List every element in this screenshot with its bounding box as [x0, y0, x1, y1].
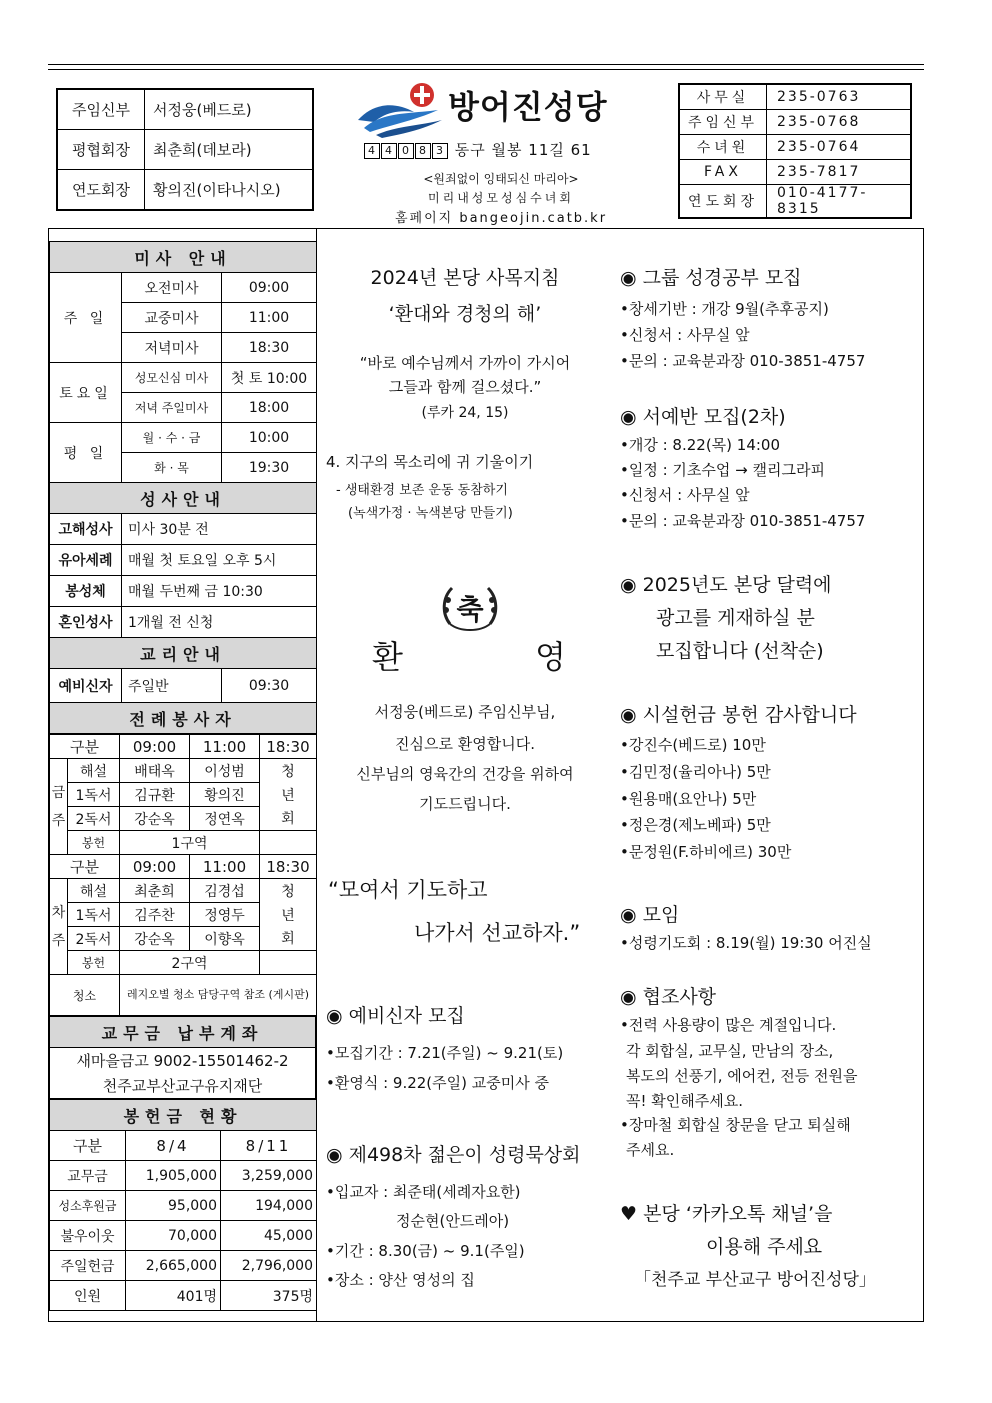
offering-amount: 401명: [126, 1281, 221, 1311]
weekday-label: 평 일: [50, 423, 122, 483]
doctrine-time: 09:30: [222, 669, 317, 703]
wave-cross-logo-icon: [356, 80, 448, 140]
calendar-ad: 광고를 게재하실 분: [656, 607, 815, 629]
next-week-label: [50, 879, 68, 975]
welcome-text: 신부님의 영육간의 건강을 위하여: [356, 765, 574, 783]
server-role: 봉헌: [68, 951, 120, 975]
sidebar-table: [49, 241, 317, 734]
account-table: [49, 1016, 316, 1099]
account-title: 교무금 납부계좌: [50, 1017, 316, 1048]
welcome-text: 기도드립니다.: [419, 795, 511, 813]
bible-item: •문의 : 교육분과장 010-3851-4757: [620, 352, 866, 370]
catechumen-title: ◉ 예비신자 모집: [326, 1005, 465, 1027]
youth-char: 년: [260, 903, 317, 927]
mass-time: 19:30: [222, 453, 317, 483]
servers-header: 구분: [50, 735, 120, 759]
address: [364, 139, 592, 160]
server-role: 1독서: [68, 783, 120, 807]
phone-row: 수녀원 235-0764: [679, 135, 911, 160]
retreat-item: 정순현(안드레아): [396, 1212, 510, 1230]
this-week-label: [50, 759, 68, 855]
point-sub: (녹색가정 · 녹색본당 만들기): [348, 506, 513, 521]
donation-item: •김민정(율리아나) 5만: [620, 763, 771, 781]
parish-name: 방어진성당: [448, 88, 608, 126]
zip-digit: 3: [432, 143, 448, 159]
server-name: 김주찬: [120, 903, 190, 927]
label-char: 주: [51, 932, 66, 949]
calendar-ad: 모집합니다 (선착순): [656, 640, 824, 662]
doctrine-name: 예비신자: [50, 669, 122, 703]
calligraphy-title: ◉ 서예반 모집(2차): [620, 406, 786, 428]
sidebar: [49, 241, 316, 1311]
offering-amount: 70,000: [126, 1221, 221, 1251]
welcome-char: 환: [372, 638, 403, 676]
policy-theme: ‘환대와 경청의 해’: [388, 303, 542, 325]
offering-amount: 194,000: [221, 1191, 317, 1221]
youth-char: 회: [260, 927, 317, 951]
label-char: 차: [51, 904, 66, 921]
server-name: 정영두: [190, 903, 260, 927]
sacrament-title: 성사안내: [50, 483, 317, 514]
server-name: 김규환: [120, 783, 190, 807]
servers-header: 11:00: [190, 735, 260, 759]
server-name: 이성범: [190, 759, 260, 783]
account-number: 새마을금고 9002-15501462-2: [50, 1048, 316, 1074]
retreat-item: •기간 : 8.30(금) ~ 9.1(주일): [326, 1242, 525, 1260]
doctrine-value: 주일반: [122, 669, 222, 703]
meeting-item: •성령기도회 : 8.19(월) 19:30 어진실: [620, 934, 872, 952]
label-char: 금: [51, 784, 66, 801]
sacrament-name: 고해성사: [50, 514, 122, 545]
offering-group: 2구역: [120, 951, 260, 975]
phone-row: 연도회장 010-4177-8315: [679, 185, 911, 219]
sacrament-value: 미사 30분 전: [122, 514, 317, 545]
youth-char: 년: [260, 783, 317, 807]
offering-title: 봉헌금 현황: [50, 1100, 317, 1131]
offering-amount: 2,665,000: [126, 1251, 221, 1281]
mass-name: 화 · 목: [122, 453, 222, 483]
offering-name: 주일헌금: [50, 1251, 126, 1281]
staff-row: 주임신부 서정웅(베드로): [57, 89, 313, 130]
mass-name: 월 · 수 · 금: [122, 423, 222, 453]
offering-name: 교무금: [50, 1161, 126, 1191]
offering-amount: 1,905,000: [126, 1161, 221, 1191]
donation-item: •정은경(제노베파) 5만: [620, 816, 771, 834]
cooperation-item: •전력 사용량이 많은 계절입니다.: [620, 1016, 837, 1034]
servers-header: 09:00: [120, 855, 190, 879]
sacrament-value: 매월 첫 토요일 오후 5시: [122, 545, 317, 576]
mass-name: 저녁 주일미사: [122, 393, 222, 423]
servers-header: 구분: [50, 855, 120, 879]
mass-time: 18:00: [222, 393, 317, 423]
address-text: 동구 월봉 11길 61: [454, 141, 592, 159]
server-name: 강순옥: [120, 807, 190, 831]
server-name: 강순옥: [120, 927, 190, 951]
phone-row: FAX 235-7817: [679, 160, 911, 185]
sacrament-name: 봉성체: [50, 576, 122, 607]
staff-table: [56, 88, 314, 211]
mass-name: 성모신심 미사: [122, 363, 222, 393]
bible-item: •창세기반 : 개강 9월(추후공지): [620, 300, 829, 318]
cooperation-item: 주세요.: [626, 1141, 675, 1159]
sunday-label: 주 일: [50, 273, 122, 363]
mass-time: 18:30: [222, 333, 317, 363]
mass-name: 교중미사: [122, 303, 222, 333]
phone-table: [678, 83, 912, 219]
servers-header: 18:30: [260, 735, 317, 759]
mass-time: 09:00: [222, 273, 317, 303]
zip-digit: 4: [381, 143, 397, 159]
kakao-notice: ♥ 본당 ‘카카오톡 채널’을: [620, 1203, 833, 1225]
youth-char: 청: [260, 879, 317, 903]
zip-digit: 8: [415, 143, 431, 159]
server-role: 2독서: [68, 927, 120, 951]
calligraphy-item: •문의 : 교육분과장 010-3851-4757: [620, 512, 866, 530]
phone-row: 사무실 235-0763: [679, 84, 911, 110]
account-holder: 천주교부산교구유지재단: [50, 1073, 316, 1099]
calligraphy-item: •일정 : 기초수업 → 캘리그라피: [620, 461, 825, 479]
mass-time: 11:00: [222, 303, 317, 333]
point-title: 4. 지구의 목소리에 귀 기울이기: [326, 453, 534, 471]
server-role: 해설: [68, 759, 120, 783]
cooperation-title: ◉ 협조사항: [620, 986, 717, 1008]
top-rule: [48, 64, 924, 70]
server-name: 최춘희: [120, 879, 190, 903]
mass-name: 오전미사: [122, 273, 222, 303]
welcome-text: 서정웅(베드로) 주임신부님,: [374, 703, 556, 721]
mass-title: 미사 안내: [50, 242, 317, 273]
server-name: 황의진: [190, 783, 260, 807]
slogan-line: “모여서 기도하고: [328, 878, 488, 902]
server-role: 해설: [68, 879, 120, 903]
welcome-text: 진심으로 환영합니다.: [395, 735, 535, 753]
youth-char: 회: [260, 807, 317, 831]
policy-title: 2024년 본당 사목지침: [370, 267, 560, 289]
donation-item: •원용매(요안나) 5만: [620, 790, 757, 808]
motto-order: 미리내성모성심수녀회: [428, 191, 574, 205]
server-role: 봉헌: [68, 831, 120, 855]
retreat-title: ◉ 제498차 젊은이 성령묵상회: [326, 1144, 581, 1166]
server-name: 정연옥: [190, 807, 260, 831]
celebrate-char: 축: [456, 593, 484, 626]
donation-item: •강진수(베드로) 10만: [620, 736, 766, 754]
calendar-ad: ◉ 2025년도 본당 달력에: [620, 574, 832, 596]
slogan-line: 나가서 선교하자.”: [414, 921, 581, 945]
sacrament-name: 혼인성사: [50, 607, 122, 638]
calligraphy-item: •신청서 : 사무실 앞: [620, 486, 750, 504]
kakao-channel-name: 「천주교 부산교구 방어진성당」: [634, 1270, 876, 1290]
server-role: 1독서: [68, 903, 120, 927]
mass-time: 10:00: [222, 423, 317, 453]
mass-time: 첫 토 10:00: [222, 363, 317, 393]
saturday-label: 토요일: [50, 363, 122, 423]
servers-table: [49, 734, 317, 1016]
bible-item: •신청서 : 사무실 앞: [620, 326, 750, 344]
donation-title: ◉ 시설헌금 봉헌 감사합니다: [620, 704, 857, 726]
server-name: 배태옥: [120, 759, 190, 783]
zip-digit: 0: [398, 143, 414, 159]
offering-header: 8/11: [221, 1131, 317, 1161]
welcome-char: 영: [535, 638, 566, 676]
server-role: 2독서: [68, 807, 120, 831]
zip-digit: 4: [364, 143, 380, 159]
offering-amount: 3,259,000: [221, 1161, 317, 1191]
cooperation-item: 복도의 선풍기, 에어컨, 전등 전원을: [626, 1067, 858, 1085]
bible-study-title: ◉ 그룹 성경공부 모집: [620, 267, 802, 289]
motto-patron: <원죄없이 잉태되신 마리아>: [423, 172, 579, 186]
servers-title: 전례봉사자: [50, 703, 317, 734]
cleaning-value: 레지오별 청소 담당구역 참조 (게시판): [120, 975, 317, 1016]
offering-table: [49, 1099, 317, 1311]
sacrament-value: 1개월 전 신청: [122, 607, 317, 638]
meeting-title: ◉ 모임: [620, 904, 680, 926]
cleaning-label: 청소: [50, 975, 120, 1016]
offering-amount: 2,796,000: [221, 1251, 317, 1281]
offering-amount: 95,000: [126, 1191, 221, 1221]
offering-header: 8/4: [126, 1131, 221, 1161]
offering-name: 불우이웃: [50, 1221, 126, 1251]
sacrament-value: 매월 두번째 금 10:30: [122, 576, 317, 607]
staff-row: 평협회장 최춘희(데보라): [57, 130, 313, 170]
catechumen-item: •모집기간 : 7.21(주일) ~ 9.21(토): [326, 1044, 564, 1062]
cooperation-item: •장마철 회합실 창문을 닫고 퇴실해: [620, 1116, 851, 1134]
doctrine-title: 교리안내: [50, 638, 317, 669]
label-char: 주: [51, 812, 66, 829]
retreat-item: •장소 : 양산 영성의 집: [326, 1271, 475, 1289]
retreat-item: •입교자 : 최준태(세례자요한): [326, 1183, 521, 1201]
cooperation-item: 꼭! 확인해주세요.: [626, 1092, 743, 1110]
offering-group: 1구역: [120, 831, 260, 855]
calligraphy-item: •개강 : 8.22(목) 14:00: [620, 436, 781, 454]
offering-header: 구분: [50, 1131, 126, 1161]
mass-name: 저녁미사: [122, 333, 222, 363]
servers-header: 09:00: [120, 735, 190, 759]
phone-row: 주임신부 235-0768: [679, 110, 911, 135]
servers-header: 11:00: [190, 855, 260, 879]
donation-item: •문정원(F.하비에르) 30만: [620, 843, 792, 861]
offering-name: 인원: [50, 1281, 126, 1311]
homepage: 홈페이지 bangeojin.catb.kr: [394, 211, 608, 226]
server-name: 이향옥: [190, 927, 260, 951]
offering-amount: 375명: [221, 1281, 317, 1311]
youth-char: 청: [260, 759, 317, 783]
server-name: 김경섭: [190, 879, 260, 903]
offering-amount: 45,000: [221, 1221, 317, 1251]
point-sub: - 생태환경 보존 운동 동참하기: [336, 483, 508, 498]
cooperation-item: 각 회합실, 교무실, 만남의 장소,: [626, 1042, 834, 1060]
catechumen-item: •환영식 : 9.22(주일) 교중미사 중: [326, 1074, 549, 1092]
sacrament-name: 유아세례: [50, 545, 122, 576]
celebrate-emblem: [440, 580, 500, 634]
kakao-notice: 이용해 주세요: [706, 1236, 823, 1258]
staff-row: 연도회장 황의진(이타나시오): [57, 170, 313, 211]
servers-header: 18:30: [260, 855, 317, 879]
offering-name: 성소후원금: [50, 1191, 126, 1221]
verse-line: “바로 예수님께서 가까이 가시어: [359, 354, 571, 372]
verse-line: 그들과 함께 걸으셨다.”: [388, 378, 542, 396]
verse-ref: (루카 24, 15): [421, 405, 509, 421]
